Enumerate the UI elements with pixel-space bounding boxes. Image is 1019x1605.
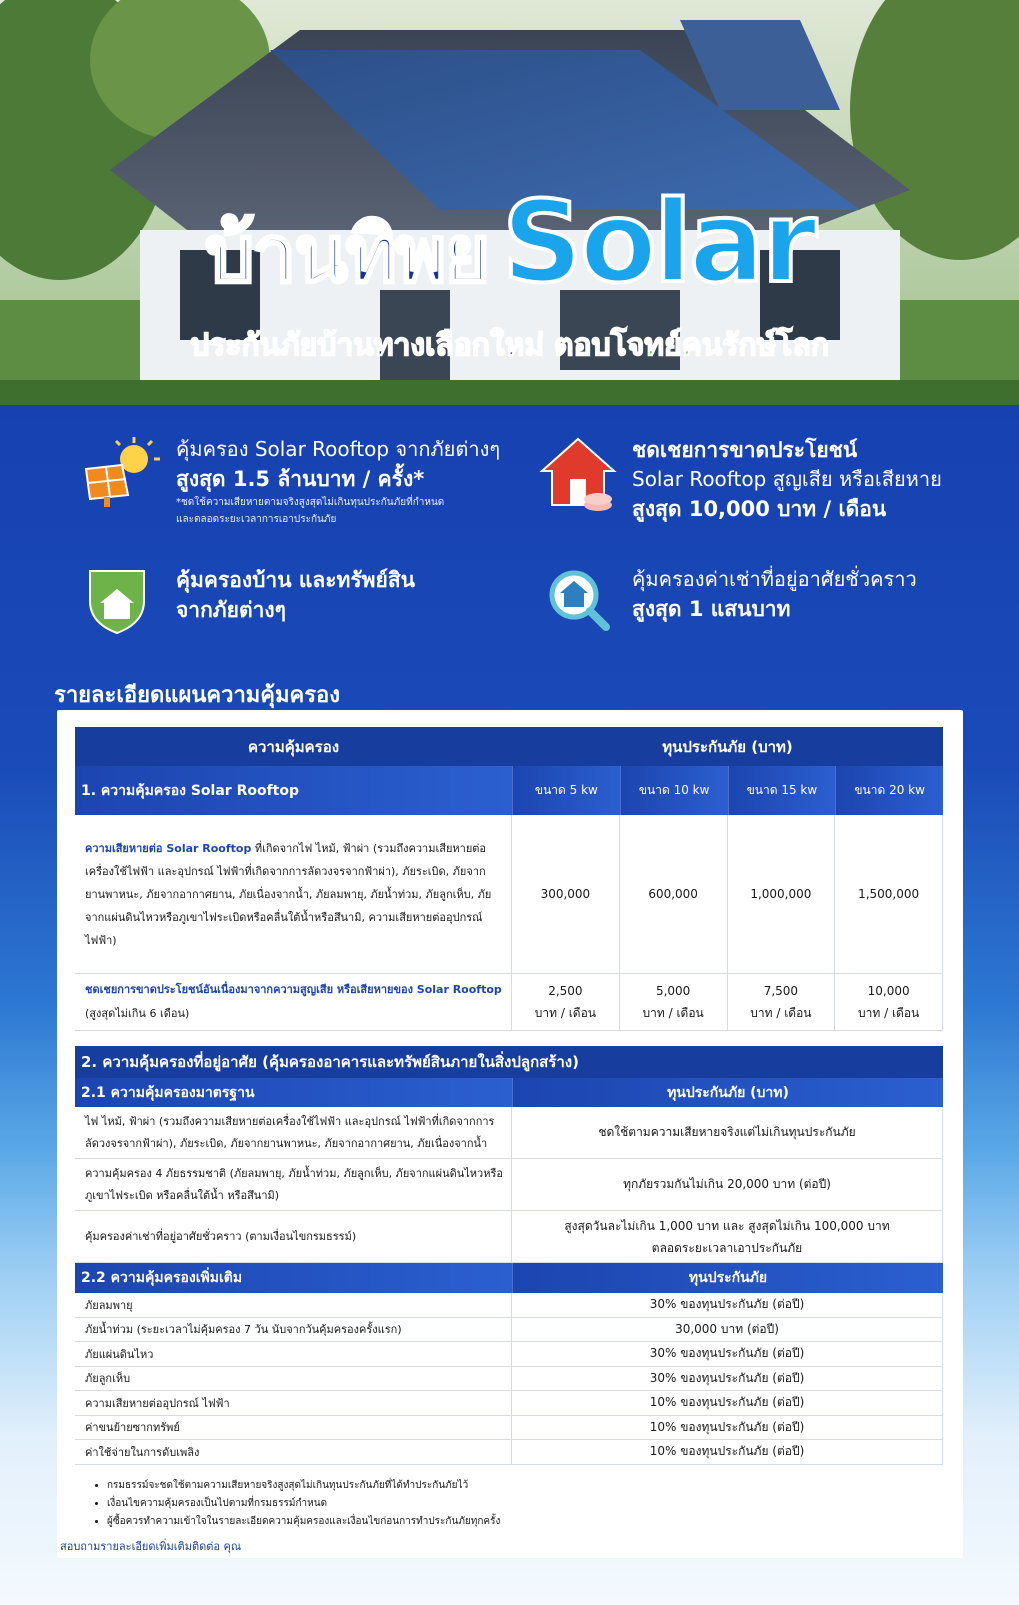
s22-row-label: ภัยลูกเห็บ xyxy=(75,1367,512,1392)
table-row xyxy=(75,1318,943,1343)
table-row xyxy=(75,1211,943,1263)
hero-subtitle-b: ตอบโจทย์คนรักษ์โลก xyxy=(554,328,829,363)
section22-title: 2.2 ความคุ้มครองเพิ่มเติม xyxy=(75,1263,512,1293)
feature-home-line1: คุ้มครองบ้าน และทรัพย์สิน xyxy=(176,568,415,592)
s22-row-label: ความเสียหายต่ออุปกรณ์ ไฟฟ้า xyxy=(75,1391,512,1416)
s22-row-value: 30% ของทุนประกันภัย (ต่อปี) xyxy=(512,1342,943,1367)
header-coverage: ความคุ้มครอง xyxy=(75,727,512,766)
feature-solar-cover xyxy=(82,435,522,535)
row1-value-15kw: 1,000,000 xyxy=(728,815,836,974)
table-row xyxy=(75,1342,943,1367)
row1-value-20kw: 1,500,000 xyxy=(835,815,943,974)
section-title: รายละเอียดแผนความคุ้มครอง xyxy=(54,683,341,708)
hero-subtitle xyxy=(0,322,1019,369)
section21-sum: ทุนประกันภัย (บาท) xyxy=(512,1078,943,1107)
hero-title-solar: Solar xyxy=(502,178,814,308)
hero-subtitle-a: ประกันภัยบ้านทางเลือกใหม่ xyxy=(190,328,545,363)
row2-lead: ชดเชยการขาดประโยชน์อันเนื่องมาจากความสูญเสีย หรือเสียหายของ Solar Rooftop xyxy=(85,983,502,996)
row1-label xyxy=(75,815,512,974)
s22-row-label: ภัยน้ำท่วม (ระยะเวลาไม่คุ้มครอง 7 วัน นับจากวันคุ้มครองครั้งแรก) xyxy=(75,1318,512,1343)
s21-row3-label: คุ้มครองค่าเช่าที่อยู่อาศัยชั่วคราว (ตามเงื่อนไขกรมธรรม์) xyxy=(75,1211,512,1263)
row1-text: ที่เกิดจากไฟ ไหม้, ฟ้าผ่า (รวมถึงความเสียหายต่อเครื่องใช้ไฟฟ้า และอุปกรณ์ ไฟฟ้าที่เกิดจากการลัดวงจรจากฟ้าผ่า), ภัยระเบิด, ภัยจากยานพาหนะ, ภัยจากอากาศยาน, ภัยเนื่องจากน้ำ, ภัยลมพายุ, ภัยน้ำท่วม, ภัยลูกเห็บ, ภัยจากแผ่นดินไหวหรือภูเขาไฟระเบิดหรือคลื่นใต้น้ำหรือสึนามิ, ความเสียหายต่ออุปกรณ์ไฟฟ้า) xyxy=(85,842,492,947)
row1-lead: ความเสียหายต่อ Solar Rooftop xyxy=(85,842,252,855)
row2-value-15kw: 7,500 บาท / เดือน xyxy=(728,974,836,1031)
s21-row3-value: สูงสุดวันละไม่เกิน 1,000 บาท และ สูงสุดไม่เกิน 100,000 บาท ตลอดระยะเวลาเอาประกันภัย xyxy=(512,1211,943,1263)
s22-row-value: 10% ของทุนประกันภัย (ต่อปี) xyxy=(512,1391,943,1416)
feature-rent-line1: คุ้มครองค่าเช่าที่อยู่อาศัยชั่วคราว xyxy=(632,567,917,591)
size-10kw: ขนาด 10 kw xyxy=(620,766,728,815)
hero-title-thai: บ้านทิพย xyxy=(205,210,489,300)
table-row xyxy=(75,1367,943,1392)
size-20kw: ขนาด 20 kw xyxy=(835,766,943,815)
s22-row-label: ค่าขนย้ายซากทรัพย์ xyxy=(75,1416,512,1441)
row2-value-10kw: 5,000 บาท / เดือน xyxy=(620,974,728,1031)
s22-row-label: ภัยลมพายุ xyxy=(75,1293,512,1318)
s22-row-label: ค่าใช้จ่ายในการดับเพลิง xyxy=(75,1440,512,1465)
coverage-panel xyxy=(57,710,963,1558)
feature-solar-line1: คุ้มครอง Solar Rooftop จากภัยต่างๆ xyxy=(176,437,501,461)
hero-banner xyxy=(0,0,1019,405)
size-5kw: ขนาด 5 kw xyxy=(512,766,620,815)
s22-row-value: 30% ของทุนประกันภัย (ต่อปี) xyxy=(512,1367,943,1392)
table-row xyxy=(75,974,943,1031)
row2-value-20kw: 10,000 บาท / เดือน xyxy=(835,974,943,1031)
feature-loss-line2: Solar Rooftop สูญเสีย หรือเสียหาย xyxy=(632,467,942,491)
section1-title: 1. ความคุ้มครอง Solar Rooftop xyxy=(75,766,512,815)
feature-rent-line2: สูงสุด 1 แสนบาท xyxy=(632,597,791,621)
note-item: • กรมธรรม์จะชดใช้ตามความเสียหายจริงสูงสุดไม่เกินทุนประกันภัยที่ได้ทำประกันภัยไว้ xyxy=(107,1477,961,1495)
coverage-table xyxy=(75,727,943,1531)
note-item: • ผู้ซื้อควรทำความเข้าใจในรายละเอียดความคุ้มครองและเงื่อนไขก่อนการทำประกันภัยทุกครั้ง xyxy=(107,1513,961,1531)
s22-row-label: ภัยแผ่นดินไหว xyxy=(75,1342,512,1367)
size-15kw: ขนาด 15 kw xyxy=(728,766,836,815)
s21-row1-value: ชดใช้ตามความเสียหายจริงแต่ไม่เกินทุนประกันภัย xyxy=(512,1107,943,1159)
hero-title xyxy=(0,178,1019,316)
feature-solar-note1: *ชดใช้ความเสียหายตามจริงสูงสุดไม่เกินทุนประกันภัยที่กำหนด xyxy=(176,497,445,508)
row2-value-5kw: 2,500 บาท / เดือน xyxy=(512,974,620,1031)
section22-sum: ทุนประกันภัย xyxy=(512,1263,943,1293)
house-search-icon xyxy=(538,565,618,635)
feature-solar-line2: สูงสุด 1.5 ล้านบาท / ครั้ง* xyxy=(176,467,425,491)
table-row xyxy=(75,1416,943,1441)
section21-title: 2.1 ความคุ้มครองมาตรฐาน xyxy=(75,1078,512,1107)
s21-row2-value: ทุกภัยรวมกันไม่เกิน 20,000 บาท (ต่อปี) xyxy=(512,1159,943,1211)
s22-row-value: 10% ของทุนประกันภัย (ต่อปี) xyxy=(512,1416,943,1441)
feature-loss-line1: ชดเชยการขาดประโยชน์ xyxy=(632,438,858,462)
feature-solar-note2: และตลอดระยะเวลาการเอาประกันภัย xyxy=(176,514,337,525)
notes-list xyxy=(93,1477,961,1531)
table-row xyxy=(75,1440,943,1465)
feature-loss-line3: สูงสุด 10,000 บาท / เดือน xyxy=(632,497,887,521)
shield-house-icon xyxy=(82,565,162,635)
note-item: • เงื่อนไขความคุ้มครองเป็นไปตามที่กรมธรรม์กำหนด xyxy=(107,1495,961,1513)
s21-row1-label: ไฟ ไหม้, ฟ้าผ่า (รวมถึงความเสียหายต่อเครื่องใช้ไฟฟ้า และอุปกรณ์ ไฟฟ้าที่เกิดจากการลัดวงจรจากฟ้าผ่า), ภัยระเบิด, ภัยจากยานพาหนะ, ภัยจากอากาศยาน, ภัยเนื่องจากน้ำ xyxy=(75,1107,512,1159)
table-row xyxy=(75,1159,943,1211)
feature-rent-cover xyxy=(538,565,978,635)
table-row xyxy=(75,815,943,974)
feature-home-cover xyxy=(82,565,522,635)
contact-text: สอบถามรายละเอียดเพิ่มเติมติดต่อ คุณ xyxy=(60,1540,242,1553)
solar-panel-sun-icon xyxy=(82,435,162,507)
section22-rows xyxy=(75,1293,943,1465)
house-coins-icon xyxy=(538,435,618,515)
table-row xyxy=(75,1391,943,1416)
row1-value-10kw: 600,000 xyxy=(620,815,728,974)
row2-text: (สูงสุดไม่เกิน 6 เดือน) xyxy=(85,1007,190,1020)
s22-row-value: 30,000 บาท (ต่อปี) xyxy=(512,1318,943,1343)
s22-row-value: 30% ของทุนประกันภัย (ต่อปี) xyxy=(512,1293,943,1318)
header-sum-insured: ทุนประกันภัย (บาท) xyxy=(512,727,943,766)
feature-home-line2: จากภัยต่างๆ xyxy=(176,598,286,622)
s22-row-value: 10% ของทุนประกันภัย (ต่อปี) xyxy=(512,1440,943,1465)
table-row xyxy=(75,1107,943,1159)
feature-loss-compensation xyxy=(538,435,978,535)
section2-title: 2. ความคุ้มครองที่อยู่อาศัย (คุ้มครองอาคารและทรัพย์สินภายในสิ่งปลูกสร้าง) xyxy=(75,1046,943,1078)
row1-value-5kw: 300,000 xyxy=(512,815,620,974)
table-row xyxy=(75,1293,943,1318)
s21-row2-label: ความคุ้มครอง 4 ภัยธรรมชาติ (ภัยลมพายุ, ภัยน้ำท่วม, ภัยลูกเห็บ, ภัยจากแผ่นดินไหวหรือภูเขาไฟระเบิด หรือคลื่นใต้น้ำ หรือสึนามิ) xyxy=(75,1159,512,1211)
row2-label xyxy=(75,974,512,1031)
